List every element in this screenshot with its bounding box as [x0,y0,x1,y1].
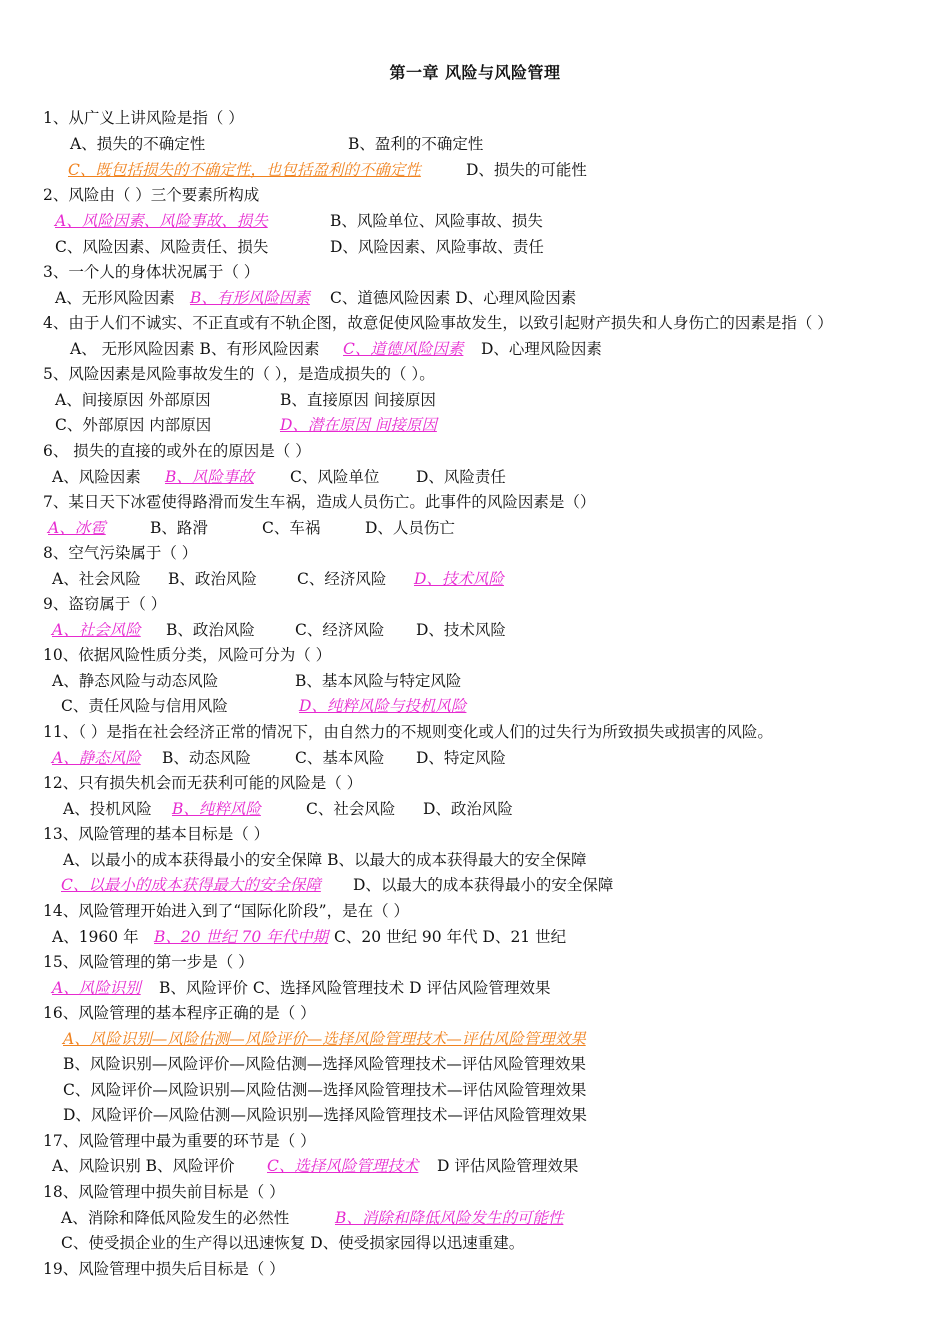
document-line [0,977,950,999]
document-line [0,1104,950,1126]
question-text: C、风险评价—风险识别—风险估测—选择风险管理技术—评估风险管理效果 [63,1081,587,1099]
document-line [0,414,950,436]
answer-option: C、以最小的成本获得最大的安全保障 [61,876,321,894]
question-text: 17、风险管理中最为重要的环节是（ ） [43,1132,316,1150]
question-text: D、风险因素、风险事故、责任 [330,238,544,256]
document-line [0,772,950,794]
document-line [0,670,950,692]
document-line [0,159,950,181]
document-line [0,287,950,309]
question-text: 1、从广义上讲风险是指（ ） [43,109,244,127]
document-line [0,389,950,411]
question-text: 13、风险管理的基本目标是（ ） [43,825,270,843]
question-text: A、风险因素 [52,468,141,486]
answer-option: B、纯粹风险 [172,800,261,818]
document-line [0,1079,950,1101]
document-line [0,466,950,488]
document-line [0,184,950,206]
document-line [0,338,950,360]
question-text: A、以最小的成本获得最小的安全保障 B、以最大的成本获得最大的安全保障 [63,851,587,869]
question-text: C、风险因素、风险责任、损失 [55,238,269,256]
question-text: C、基本风险 [295,749,385,767]
answer-option: B、有形风险因素 [190,289,310,307]
document-line [0,1002,950,1024]
answer-option: B、消除和降低风险发生的可能性 [335,1209,564,1227]
question-text: B、政治风险 [168,570,257,588]
question-text: D、以最大的成本获得最小的安全保障 [353,876,614,894]
question-text: D、人员伤亡 [365,519,455,537]
document-line [0,210,950,232]
document-line [0,363,950,385]
question-text: B、直接原因 间接原因 [280,391,436,409]
question-text: C、经济风险 [297,570,387,588]
document-line [0,798,950,820]
question-text: 14、风险管理开始进入到了“国际化阶段”，是在（ ） [43,902,409,920]
document-line [0,1053,950,1075]
document-line [0,312,950,334]
document-line [0,695,950,717]
document-line [0,644,950,666]
document-line [0,721,950,743]
question-text: A、损失的不确定性 [70,135,206,153]
question-text: 6、 损失的直接的或外在的原因是（ ） [43,442,311,460]
question-text: D、损失的可能性 [466,161,587,179]
answer-option: C、道德风险因素 [343,340,464,358]
document-line [0,951,950,973]
document-line [0,517,950,539]
question-text: C、责任风险与信用风险 [61,697,228,715]
question-text: D、心理风险因素 [481,340,602,358]
document-line [0,133,950,155]
question-text: 4、由于人们不诚实、不正直或有不轨企图，故意促使风险事故发生，以致引起财产损失和人身伤亡的因素是指（ ） [43,314,833,332]
question-text: B、基本风险与特定风险 [295,672,462,690]
question-text: A、间接原因 外部原因 [55,391,211,409]
document-line [0,926,950,948]
question-text: 15、风险管理的第一步是（ ） [43,953,254,971]
question-text: 8、空气污染属于（ ） [43,544,198,562]
document-line [0,874,950,896]
question-text: 12、只有损失机会而无获利可能的风险是（ ） [43,774,363,792]
document-line [0,823,950,845]
question-text: B、政治风险 [166,621,255,639]
question-text: D、政治风险 [423,800,513,818]
question-text: B、动态风险 [162,749,251,767]
question-text: 18、风险管理中损失前目标是（ ） [43,1183,285,1201]
question-text: B、路滑 [150,519,208,537]
document-line [0,1232,950,1254]
question-text: B、风险评价 C、选择风险管理技术 D 评估风险管理效果 [159,979,551,997]
document-line [0,491,950,513]
answer-option: A、风险因素、风险事故、损失 [55,212,268,230]
question-text: D、风险评价—风险估测—风险识别—选择风险管理技术—评估风险管理效果 [63,1106,587,1124]
document-line [0,542,950,564]
answer-option: A、社会风险 [52,621,141,639]
answer-option: A、风险识别—风险估测—风险评价—选择风险管理技术—评估风险管理效果 [63,1030,586,1048]
question-text: C、经济风险 [295,621,385,639]
question-text: C、外部原因 内部原因 [55,416,212,434]
document-line [0,593,950,615]
question-text: D、技术风险 [416,621,506,639]
question-text: C、社会风险 [306,800,396,818]
answer-option: A、静态风险 [52,749,141,767]
question-text: C、20 世纪 90 年代 D、21 世纪 [334,928,567,946]
question-text: 19、风险管理中损失后目标是（ ） [43,1260,285,1278]
question-text: A、 无形风险因素 B、有形风险因素 [70,340,320,358]
question-text: 5、风险因素是风险事故发生的（ ），是造成损失的（ ）。 [43,365,435,383]
document-line [0,440,950,462]
document-line [0,236,950,258]
question-text: 2、风险由（ ）三个要素所构成 [43,186,260,204]
question-text: 11、（ ）是指在社会经济正常的情况下，由自然力的不规则变化或人们的过失行为所致损失或损害的风险。 [43,723,773,741]
document-line [0,1155,950,1177]
answer-option: D、潜在原因 间接原因 [280,416,437,434]
question-text: A、社会风险 [52,570,141,588]
question-text: C、道德风险因素 D、心理风险因素 [330,289,577,307]
document-line [0,619,950,641]
document-line [0,1181,950,1203]
document-line [0,568,950,590]
document-line [0,1130,950,1152]
document-line [0,107,950,129]
question-text: C、车祸 [262,519,321,537]
question-text: B、风险单位、风险事故、损失 [330,212,543,230]
question-text: D、风险责任 [416,468,506,486]
question-text: C、使受损企业的生产得以迅速恢复 D、使受损家园得以迅速重建。 [61,1234,525,1252]
answer-option: B、20 世纪 70 年代中期 [154,928,329,946]
question-text: A、静态风险与动态风险 [52,672,219,690]
answer-option: D、纯粹风险与投机风险 [299,697,467,715]
question-text: A、无形风险因素 [55,289,175,307]
question-text: B、盈利的不确定性 [348,135,484,153]
question-text: 10、依据风险性质分类，风险可分为（ ） [43,646,332,664]
document-line [0,1207,950,1229]
question-text: 16、风险管理的基本程序正确的是（ ） [43,1004,316,1022]
chapter-title: 第一章 风险与风险管理 [389,63,561,82]
answer-option: D、技术风险 [414,570,504,588]
answer-option: B、风险事故 [165,468,254,486]
document-line [0,261,950,283]
answer-option: C、既包括损失的不确定性，也包括盈利的不确定性 [68,161,421,179]
question-text: A、消除和降低风险发生的必然性 [61,1209,290,1227]
question-text: A、投机风险 [63,800,152,818]
question-text: C、风险单位 [290,468,380,486]
question-text: A、风险识别 B、风险评价 [52,1157,235,1175]
answer-option: A、风险识别 [52,979,141,997]
question-text: 3、一个人的身体状况属于（ ） [43,263,260,281]
answer-option: C、选择风险管理技术 [267,1157,419,1175]
document-line [0,900,950,922]
document-line [0,1028,950,1050]
question-text: 7、某日天下冰雹使得路滑而发生车祸，造成人员伤亡。此事件的风险因素是（） [43,493,596,511]
question-text: A、1960 年 [52,928,139,946]
document-line [0,747,950,769]
answer-option: A、冰雹 [48,519,106,537]
document-line [0,849,950,871]
question-text: D 评估风险管理效果 [437,1157,579,1175]
question-text: 9、盗窃属于（ ） [43,595,167,613]
question-text: D、特定风险 [416,749,506,767]
document-line [0,1258,950,1280]
question-text: B、风险识别—风险评价—风险估测—选择风险管理技术—评估风险管理效果 [63,1055,586,1073]
